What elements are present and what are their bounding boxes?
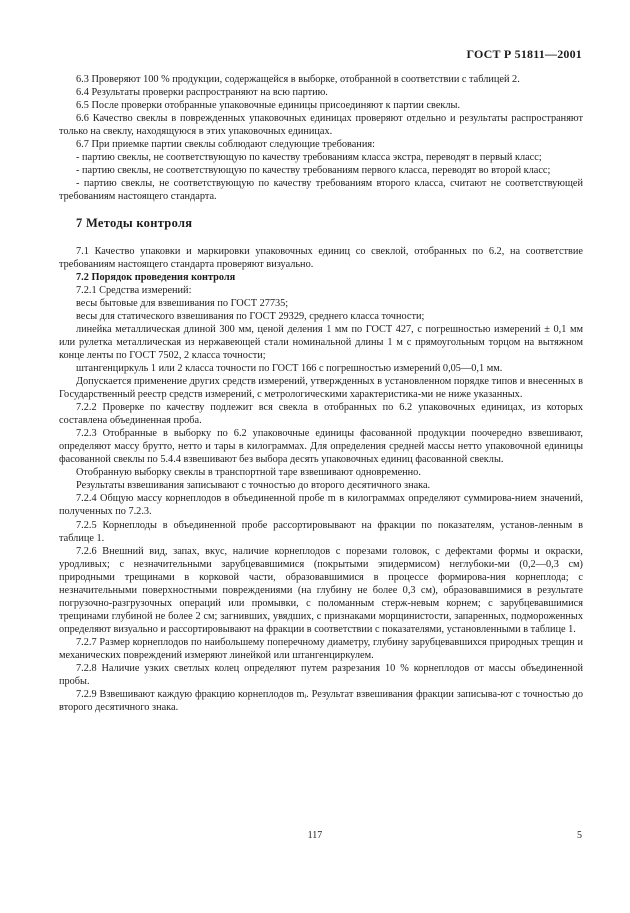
subsection-heading: 7.2 Порядок проведения контроля bbox=[76, 271, 236, 283]
paragraph: весы для статического взвешивания по ГОСТ 29329, среднего класса точности; bbox=[76, 310, 425, 322]
paragraph: Отобранную выборку свеклы в транспортной таре взвешивают одновременно. bbox=[76, 467, 421, 479]
paragraph: 6.3 Проверяют 100 % продукции, содержащейся в выборке, отобранной в соответствии с таблицей 2. bbox=[76, 74, 520, 85]
paragraph: Результаты взвешивания записывают с точностью до второго десятичного знака. bbox=[76, 480, 431, 492]
list-item: - партию свеклы, не соответствующую по качеству требованиям класса экстра, переводят в первый класс; bbox=[76, 152, 542, 164]
page-number-center: 117 bbox=[307, 830, 323, 841]
paragraph: 6.6 Качество свеклы в поврежденных упаковочных единицах проверяют отдельно и результаты распространяют только на свеклу, находящуюся в этих упаковочных единицах. bbox=[59, 113, 583, 138]
paragraph: штангенциркуль 1 или 2 класса точности по ГОСТ 166 с погрешностью измерений 0,05—0,1 мм. bbox=[76, 362, 503, 374]
list-item: - партию свеклы, не соответствующую по качеству требованиям второго класса, считают не соответствующей требованиям настоящего стандарта. bbox=[59, 178, 583, 203]
paragraph: 7.1 Качество упаковки и маркировки упаковочных единиц со свеклой, отобранных по 6.2, на соответствие требованиям настоящего стандарта проверяют визуально. bbox=[59, 245, 583, 270]
paragraph: 7.2.3 Отобранные в выборку по 6.2 упаковочные единицы фасованной продукции поочередно взвешивают, определяют массу брутто, нетто и тары в килограммах. Для определения средней массы нетто упаковочной единицы фасованной свеклы по 5.4.4 взвешивают без выбора десять упаковочных единиц фасованной свеклы. bbox=[59, 428, 583, 466]
document-body bbox=[59, 73, 583, 714]
section-heading: 7 Методы контроля bbox=[76, 216, 193, 231]
paragraph: 7.2.2 Проверке по качеству подлежит вся свекла в отобранных по 6.2 упаковочных единицах, из которых составлена объединенная проба. bbox=[59, 402, 583, 427]
paragraph: 7.2.6 Внешний вид, запах, вкус, наличие корнеплодов с порезами головок, с дефектами формы и окраски, уродливых; с незначительными зарубцевавшимися (покрытыми эпидермисом) неглубоки-ми (0,2—0,3 см) природными трещинами в корковой части, образовавшимися в процессе формирова-ния корнеплода; с незначительными поверхностными повреждениями (на глубину не более 0,3 см), образовавшимися в результате погрузочно-разгрузочных операций или промывки, с поломанным стерж-невым корнем; с зарубцевавшимися трещинами глубиной не более 2 см; загнивших, увядших, с признаками морщинистости, запаренных, подмороженных определяют визуально и рассортировывают на фракции в соответствии с показателями, установленными в таблице 1. bbox=[59, 545, 583, 635]
standard-header: ГОСТ Р 51811—2001 bbox=[466, 47, 582, 61]
paragraph: Допускается применение других средств измерений, утвержденных в установленном порядке типов и внесенных в Государственный реестр средств измерений, с метрологическими характеристика-ми не ниже указанных. bbox=[59, 375, 583, 401]
paragraph: линейка металлическая длиной 300 мм, ценой деления 1 мм по ГОСТ 427, с погрешностью измерений ± 0,1 мм или рулетка металлическая из нержавеющей стали номинальной длины 1 м с прямоугольным торцом на вытяжном конце ленты по ГОСТ 7502, 2 класса точности; bbox=[59, 323, 583, 361]
paragraph: 6.5 После проверки отобранные упаковочные единицы присоединяют к партии свеклы. bbox=[76, 100, 461, 112]
paragraph: 7.2.9 Взвешивают каждую фракцию корнеплодов mᵢ. Результат взвешивания фракции записыва-ют с точностью до второго десятичного знака. bbox=[59, 689, 583, 714]
page-number-right: 5 bbox=[577, 830, 582, 841]
paragraph: 7.2.1 Средства измерений: bbox=[76, 284, 192, 296]
paragraph: 6.7 При приемке партии свеклы соблюдают следующие требования: bbox=[76, 139, 375, 151]
paragraph: весы бытовые для взвешивания по ГОСТ 27735; bbox=[76, 297, 289, 309]
paragraph: 6.4 Результаты проверки распространяют на всю партию. bbox=[76, 87, 328, 99]
paragraph: 7.2.5 Корнеплоды в объединенной пробе рассортировывают на фракции по показателям, установ-ленным в таблице 1. bbox=[59, 519, 583, 544]
paragraph: 7.2.4 Общую массу корнеплодов в объединенной пробе m в килограммах определяют суммирова-нием значений, полученных по 7.2.3. bbox=[59, 493, 583, 518]
list-item: - партию свеклы, не соответствующую по качеству требованиям первого класса, переводят во второй класс; bbox=[76, 165, 551, 177]
paragraph: 7.2.7 Размер корнеплодов по наибольшему поперечному диаметру, глубину зарубцевавшихся природных трещин и механических повреждений измеряют линейкой или штангенциркулем. bbox=[59, 636, 583, 661]
paragraph: 7.2.8 Наличие узких светлых колец определяют путем разрезания 10 % корнеплодов от массы объединенной пробы. bbox=[59, 663, 583, 688]
